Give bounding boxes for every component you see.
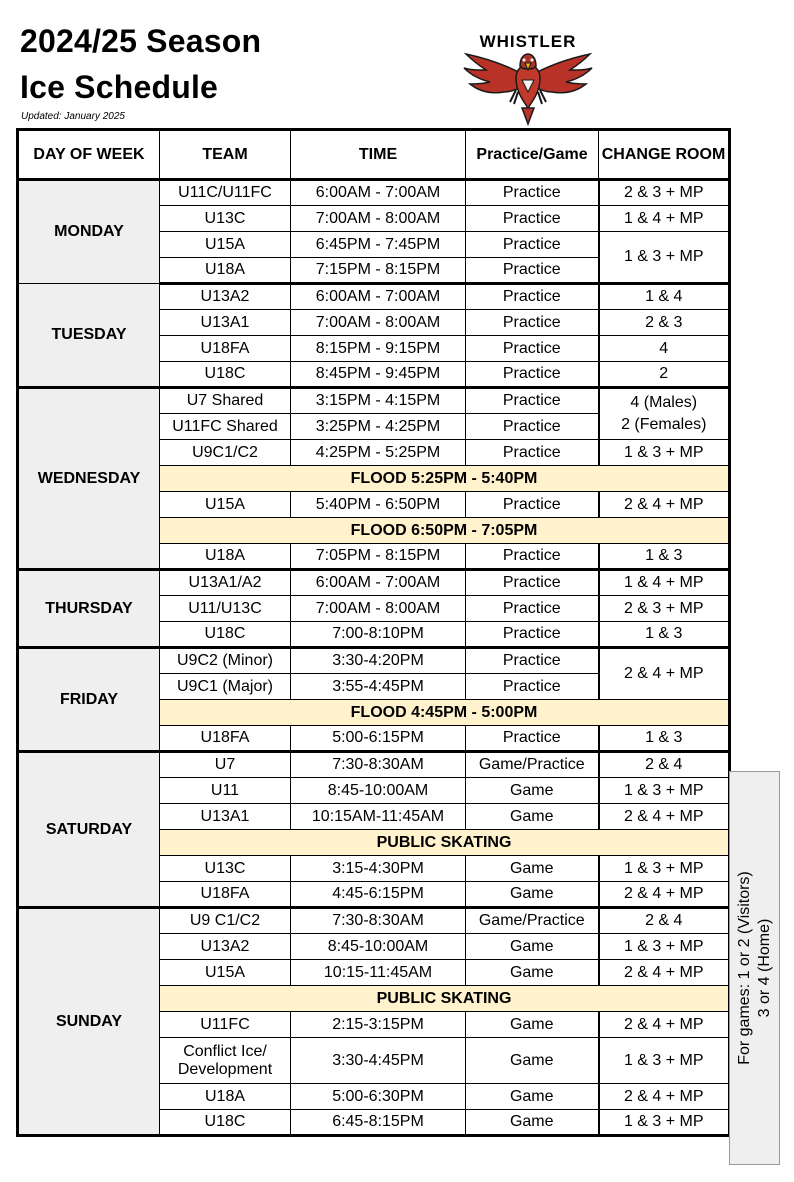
- table-row: [18, 180, 730, 206]
- room-cell: 1 & 3: [599, 544, 730, 570]
- type-cell: Practice: [466, 180, 599, 206]
- time-cell: 3:25PM - 4:25PM: [291, 414, 466, 440]
- day-saturday: SATURDAY: [18, 752, 160, 908]
- team-cell: U18C: [160, 362, 291, 388]
- room-cell: 1 & 3 + MP: [599, 856, 730, 882]
- team-cell: U11FC: [160, 1012, 291, 1038]
- team-cell: U18C: [160, 622, 291, 648]
- games-change-room-note: [729, 771, 780, 1165]
- time-cell: 7:15PM - 8:15PM: [291, 258, 466, 284]
- time-cell: 7:05PM - 8:15PM: [291, 544, 466, 570]
- type-cell: Practice: [466, 336, 599, 362]
- type-cell: Practice: [466, 544, 599, 570]
- time-cell: 3:15-4:30PM: [291, 856, 466, 882]
- type-cell: Game: [466, 882, 599, 908]
- type-cell: Practice: [466, 206, 599, 232]
- table-row: [18, 284, 730, 310]
- room-cell: 4: [599, 336, 730, 362]
- table-row: [18, 648, 730, 674]
- type-cell: Practice: [466, 570, 599, 596]
- team-cell: U18A: [160, 1084, 291, 1110]
- col-day-of-week: DAY OF WEEK: [18, 130, 160, 180]
- team-cell: U9C1 (Major): [160, 674, 291, 700]
- time-cell: 6:45-8:15PM: [291, 1110, 466, 1136]
- time-cell: 8:45-10:00AM: [291, 934, 466, 960]
- time-cell: 2:15-3:15PM: [291, 1012, 466, 1038]
- time-cell: 10:15-11:45AM: [291, 960, 466, 986]
- time-cell: 7:30-8:30AM: [291, 908, 466, 934]
- room-cell: [599, 388, 730, 440]
- team-cell: U9C1/C2: [160, 440, 291, 466]
- type-cell: Practice: [466, 362, 599, 388]
- room-cell: 2 & 4: [599, 908, 730, 934]
- team-cell: U13C: [160, 856, 291, 882]
- room-cell: 1 & 3: [599, 726, 730, 752]
- room-cell: 1 & 3 + MP: [599, 440, 730, 466]
- whistler-eagle-logo: [460, 30, 596, 126]
- room-cell: 2 & 4 + MP: [599, 648, 730, 700]
- room-cell: 2 & 4 + MP: [599, 882, 730, 908]
- team-cell: U13C: [160, 206, 291, 232]
- team-cell: U11FC Shared: [160, 414, 291, 440]
- room-cell: 2 & 4: [599, 752, 730, 778]
- room-cell: 1 & 3 + MP: [599, 1110, 730, 1136]
- room-cell: 2 & 4 + MP: [599, 804, 730, 830]
- time-cell: 3:15PM - 4:15PM: [291, 388, 466, 414]
- room-cell: 2 & 4 + MP: [599, 492, 730, 518]
- time-cell: 3:30-4:45PM: [291, 1038, 466, 1084]
- day-wednesday: WEDNESDAY: [18, 388, 160, 570]
- type-cell: Practice: [466, 622, 599, 648]
- room-cell: 1 & 3: [599, 622, 730, 648]
- time-cell: 7:00-8:10PM: [291, 622, 466, 648]
- team-cell: U18FA: [160, 726, 291, 752]
- table-row: [18, 388, 730, 414]
- team-cell: U15A: [160, 960, 291, 986]
- room-cell: 1 & 3 + MP: [599, 778, 730, 804]
- table-row: [18, 908, 730, 934]
- team-cell: U15A: [160, 492, 291, 518]
- room-cell: 2 & 4 + MP: [599, 960, 730, 986]
- type-cell: Game/Practice: [466, 752, 599, 778]
- type-cell: Game: [466, 1038, 599, 1084]
- day-friday: FRIDAY: [18, 648, 160, 752]
- time-cell: 7:00AM - 8:00AM: [291, 310, 466, 336]
- room-cell: 1 & 4: [599, 284, 730, 310]
- public-skating-banner: PUBLIC SKATING: [160, 830, 730, 856]
- type-cell: Practice: [466, 726, 599, 752]
- team-cell: U7: [160, 752, 291, 778]
- title-line-1: 2024/25 Season: [20, 23, 262, 59]
- time-cell: 3:55-4:45PM: [291, 674, 466, 700]
- time-cell: 7:00AM - 8:00AM: [291, 206, 466, 232]
- room-cell: 1 & 4 + MP: [599, 570, 730, 596]
- updated-date: Updated: January 2025: [21, 111, 125, 122]
- room-cell: 2 & 4 + MP: [599, 1084, 730, 1110]
- time-cell: 4:25PM - 5:25PM: [291, 440, 466, 466]
- flood-banner: FLOOD 6:50PM - 7:05PM: [160, 518, 730, 544]
- time-cell: 6:00AM - 7:00AM: [291, 284, 466, 310]
- type-cell: Practice: [466, 492, 599, 518]
- room-cell: 2 & 3 + MP: [599, 180, 730, 206]
- table-row: [18, 570, 730, 596]
- type-cell: Game: [466, 1012, 599, 1038]
- team-cell: U7 Shared: [160, 388, 291, 414]
- time-cell: 3:30-4:20PM: [291, 648, 466, 674]
- room-cell: 2 & 3 + MP: [599, 596, 730, 622]
- public-skating-banner: PUBLIC SKATING: [160, 986, 730, 1012]
- time-cell: 8:45PM - 9:45PM: [291, 362, 466, 388]
- side-note-text: [735, 771, 775, 1165]
- type-cell: Practice: [466, 596, 599, 622]
- team-cell: U9 C1/C2: [160, 908, 291, 934]
- room-cell: 2 & 4 + MP: [599, 1012, 730, 1038]
- time-cell: 7:00AM - 8:00AM: [291, 596, 466, 622]
- title-line-2: Ice Schedule: [20, 69, 219, 105]
- team-cell: U13A2: [160, 934, 291, 960]
- time-cell: 6:00AM - 7:00AM: [291, 180, 466, 206]
- type-cell: Game: [466, 960, 599, 986]
- type-cell: Practice: [466, 388, 599, 414]
- room-line: 2 (Females): [621, 416, 707, 433]
- type-cell: Practice: [466, 284, 599, 310]
- time-cell: 5:00-6:30PM: [291, 1084, 466, 1110]
- room-line: 4 (Males): [630, 394, 698, 411]
- ice-schedule-table: [16, 128, 731, 1137]
- type-cell: Practice: [466, 674, 599, 700]
- time-cell: 6:45PM - 7:45PM: [291, 232, 466, 258]
- type-cell: Practice: [466, 310, 599, 336]
- eagle-icon: [464, 54, 592, 124]
- col-change-room: CHANGE ROOM: [599, 130, 730, 180]
- time-cell: 10:15AM-11:45AM: [291, 804, 466, 830]
- room-cell: 1 & 3 + MP: [599, 934, 730, 960]
- room-cell: 1 & 3 + MP: [599, 232, 730, 284]
- type-cell: Practice: [466, 414, 599, 440]
- team-cell: U13A1: [160, 804, 291, 830]
- team-cell: U13A2: [160, 284, 291, 310]
- time-cell: 8:45-10:00AM: [291, 778, 466, 804]
- col-time: TIME: [291, 130, 466, 180]
- type-cell: Game: [466, 804, 599, 830]
- day-sunday: SUNDAY: [18, 908, 160, 1136]
- team-cell: U18A: [160, 258, 291, 284]
- team-cell: U18C: [160, 1110, 291, 1136]
- time-cell: 8:15PM - 9:15PM: [291, 336, 466, 362]
- time-cell: 5:40PM - 6:50PM: [291, 492, 466, 518]
- team-cell: U11/U13C: [160, 596, 291, 622]
- room-cell: 1 & 3 + MP: [599, 1038, 730, 1084]
- logo-text: WHISTLER: [479, 32, 577, 51]
- type-cell: Game: [466, 856, 599, 882]
- type-cell: Practice: [466, 440, 599, 466]
- room-cell: 2: [599, 362, 730, 388]
- col-practice-game: Practice/Game: [466, 130, 599, 180]
- side-note-line-2: 3 or 4 (Home): [755, 918, 773, 1018]
- team-cell: U11: [160, 778, 291, 804]
- type-cell: Game: [466, 778, 599, 804]
- type-cell: Game: [466, 1084, 599, 1110]
- team-cell: U15A: [160, 232, 291, 258]
- team-cell: U18FA: [160, 882, 291, 908]
- team-cell: U13A1: [160, 310, 291, 336]
- team-line: Conflict Ice/: [183, 1042, 267, 1060]
- type-cell: Practice: [466, 258, 599, 284]
- type-cell: Game: [466, 1110, 599, 1136]
- flood-banner: FLOOD 4:45PM - 5:00PM: [160, 700, 730, 726]
- table-row: [18, 752, 730, 778]
- type-cell: Practice: [466, 648, 599, 674]
- team-cell: U18A: [160, 544, 291, 570]
- day-tuesday: TUESDAY: [18, 284, 160, 388]
- flood-banner: FLOOD 5:25PM - 5:40PM: [160, 466, 730, 492]
- day-thursday: THURSDAY: [18, 570, 160, 648]
- room-cell: 1 & 4 + MP: [599, 206, 730, 232]
- type-cell: Game: [466, 934, 599, 960]
- team-cell: U13A1/A2: [160, 570, 291, 596]
- team-cell: U18FA: [160, 336, 291, 362]
- col-team: TEAM: [160, 130, 291, 180]
- team-cell: U9C2 (Minor): [160, 648, 291, 674]
- team-cell: U11C/U11FC: [160, 180, 291, 206]
- header-row: [18, 130, 730, 180]
- type-cell: Practice: [466, 232, 599, 258]
- time-cell: 5:00-6:15PM: [291, 726, 466, 752]
- time-cell: 4:45-6:15PM: [291, 882, 466, 908]
- room-cell: 2 & 3: [599, 310, 730, 336]
- time-cell: 6:00AM - 7:00AM: [291, 570, 466, 596]
- team-line: Development: [177, 1060, 273, 1078]
- side-note-line-1: For games: 1 or 2 (Visitors): [735, 871, 753, 1065]
- type-cell: Game/Practice: [466, 908, 599, 934]
- page-title: [20, 18, 261, 110]
- day-monday: MONDAY: [18, 180, 160, 284]
- team-cell: [160, 1038, 291, 1084]
- time-cell: 7:30-8:30AM: [291, 752, 466, 778]
